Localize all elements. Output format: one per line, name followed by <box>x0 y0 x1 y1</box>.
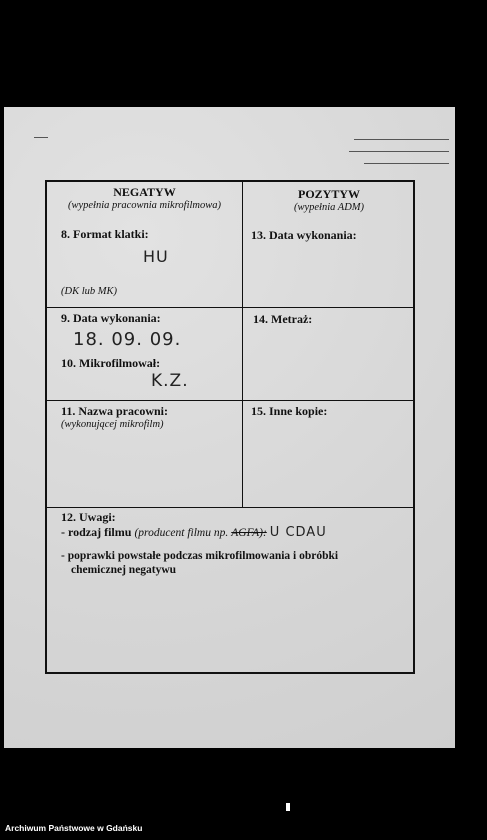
data-wykonania-value: 18. 09. 09. <box>73 329 182 350</box>
microfilm-form <box>45 180 415 674</box>
scanned-sheet <box>4 107 455 748</box>
nazwa-pracowni-label: 11. Nazwa pracowni: <box>61 404 168 418</box>
pozytyw-title: POZYTYW <box>297 187 360 201</box>
data-wykonania-label: 9. Data wykonania: <box>61 311 161 325</box>
uwagi-label: 12. Uwagi: <box>61 510 116 524</box>
rodzaj-filmu-value: U CDAU <box>269 525 327 540</box>
negatyw-title: NEGATYW <box>113 185 176 199</box>
pozytyw-subtitle: (wypełnia ADM) <box>293 202 365 213</box>
rodzaj-filmu-label: - rodzaj filmu <box>61 525 132 539</box>
mikrofilmowal-value: K.Z. <box>151 371 189 391</box>
format-klatki-label: 8. Format klatki: <box>61 227 149 241</box>
nazwa-pracowni-hint: (wykonującej mikrofilm) <box>61 419 164 430</box>
poprawki-line-1: - poprawki powstałe podczas mikrofilmowania i obróbki <box>61 550 339 562</box>
rodzaj-filmu-hint: (producent filmu np. <box>134 527 229 539</box>
row-divider <box>47 307 413 308</box>
archive-footer: Archiwum Państwowe w Gdańsku <box>5 823 143 833</box>
mikrofilmowal-label: 10. Mikrofilmował: <box>61 356 161 370</box>
scroll-marker <box>286 803 290 811</box>
column-divider <box>242 182 243 507</box>
row-divider <box>47 400 413 401</box>
negatyw-subtitle: (wypełnia pracownia mikrofilmowa) <box>67 200 221 211</box>
poprawki-line-2: chemicznej negatywu <box>71 564 177 576</box>
data-wykonania-pozytyw-label: 13. Data wykonania: <box>251 228 357 242</box>
row-divider <box>47 507 413 508</box>
metraz-label: 14. Metraż: <box>253 312 313 326</box>
rodzaj-filmu-line <box>61 525 327 540</box>
inne-kopie-label: 15. Inne kopie: <box>251 404 328 418</box>
format-klatki-value: HU <box>143 247 169 266</box>
format-klatki-hint: (DK lub MK) <box>61 286 117 297</box>
rodzaj-filmu-example: AGFA): <box>231 527 267 539</box>
